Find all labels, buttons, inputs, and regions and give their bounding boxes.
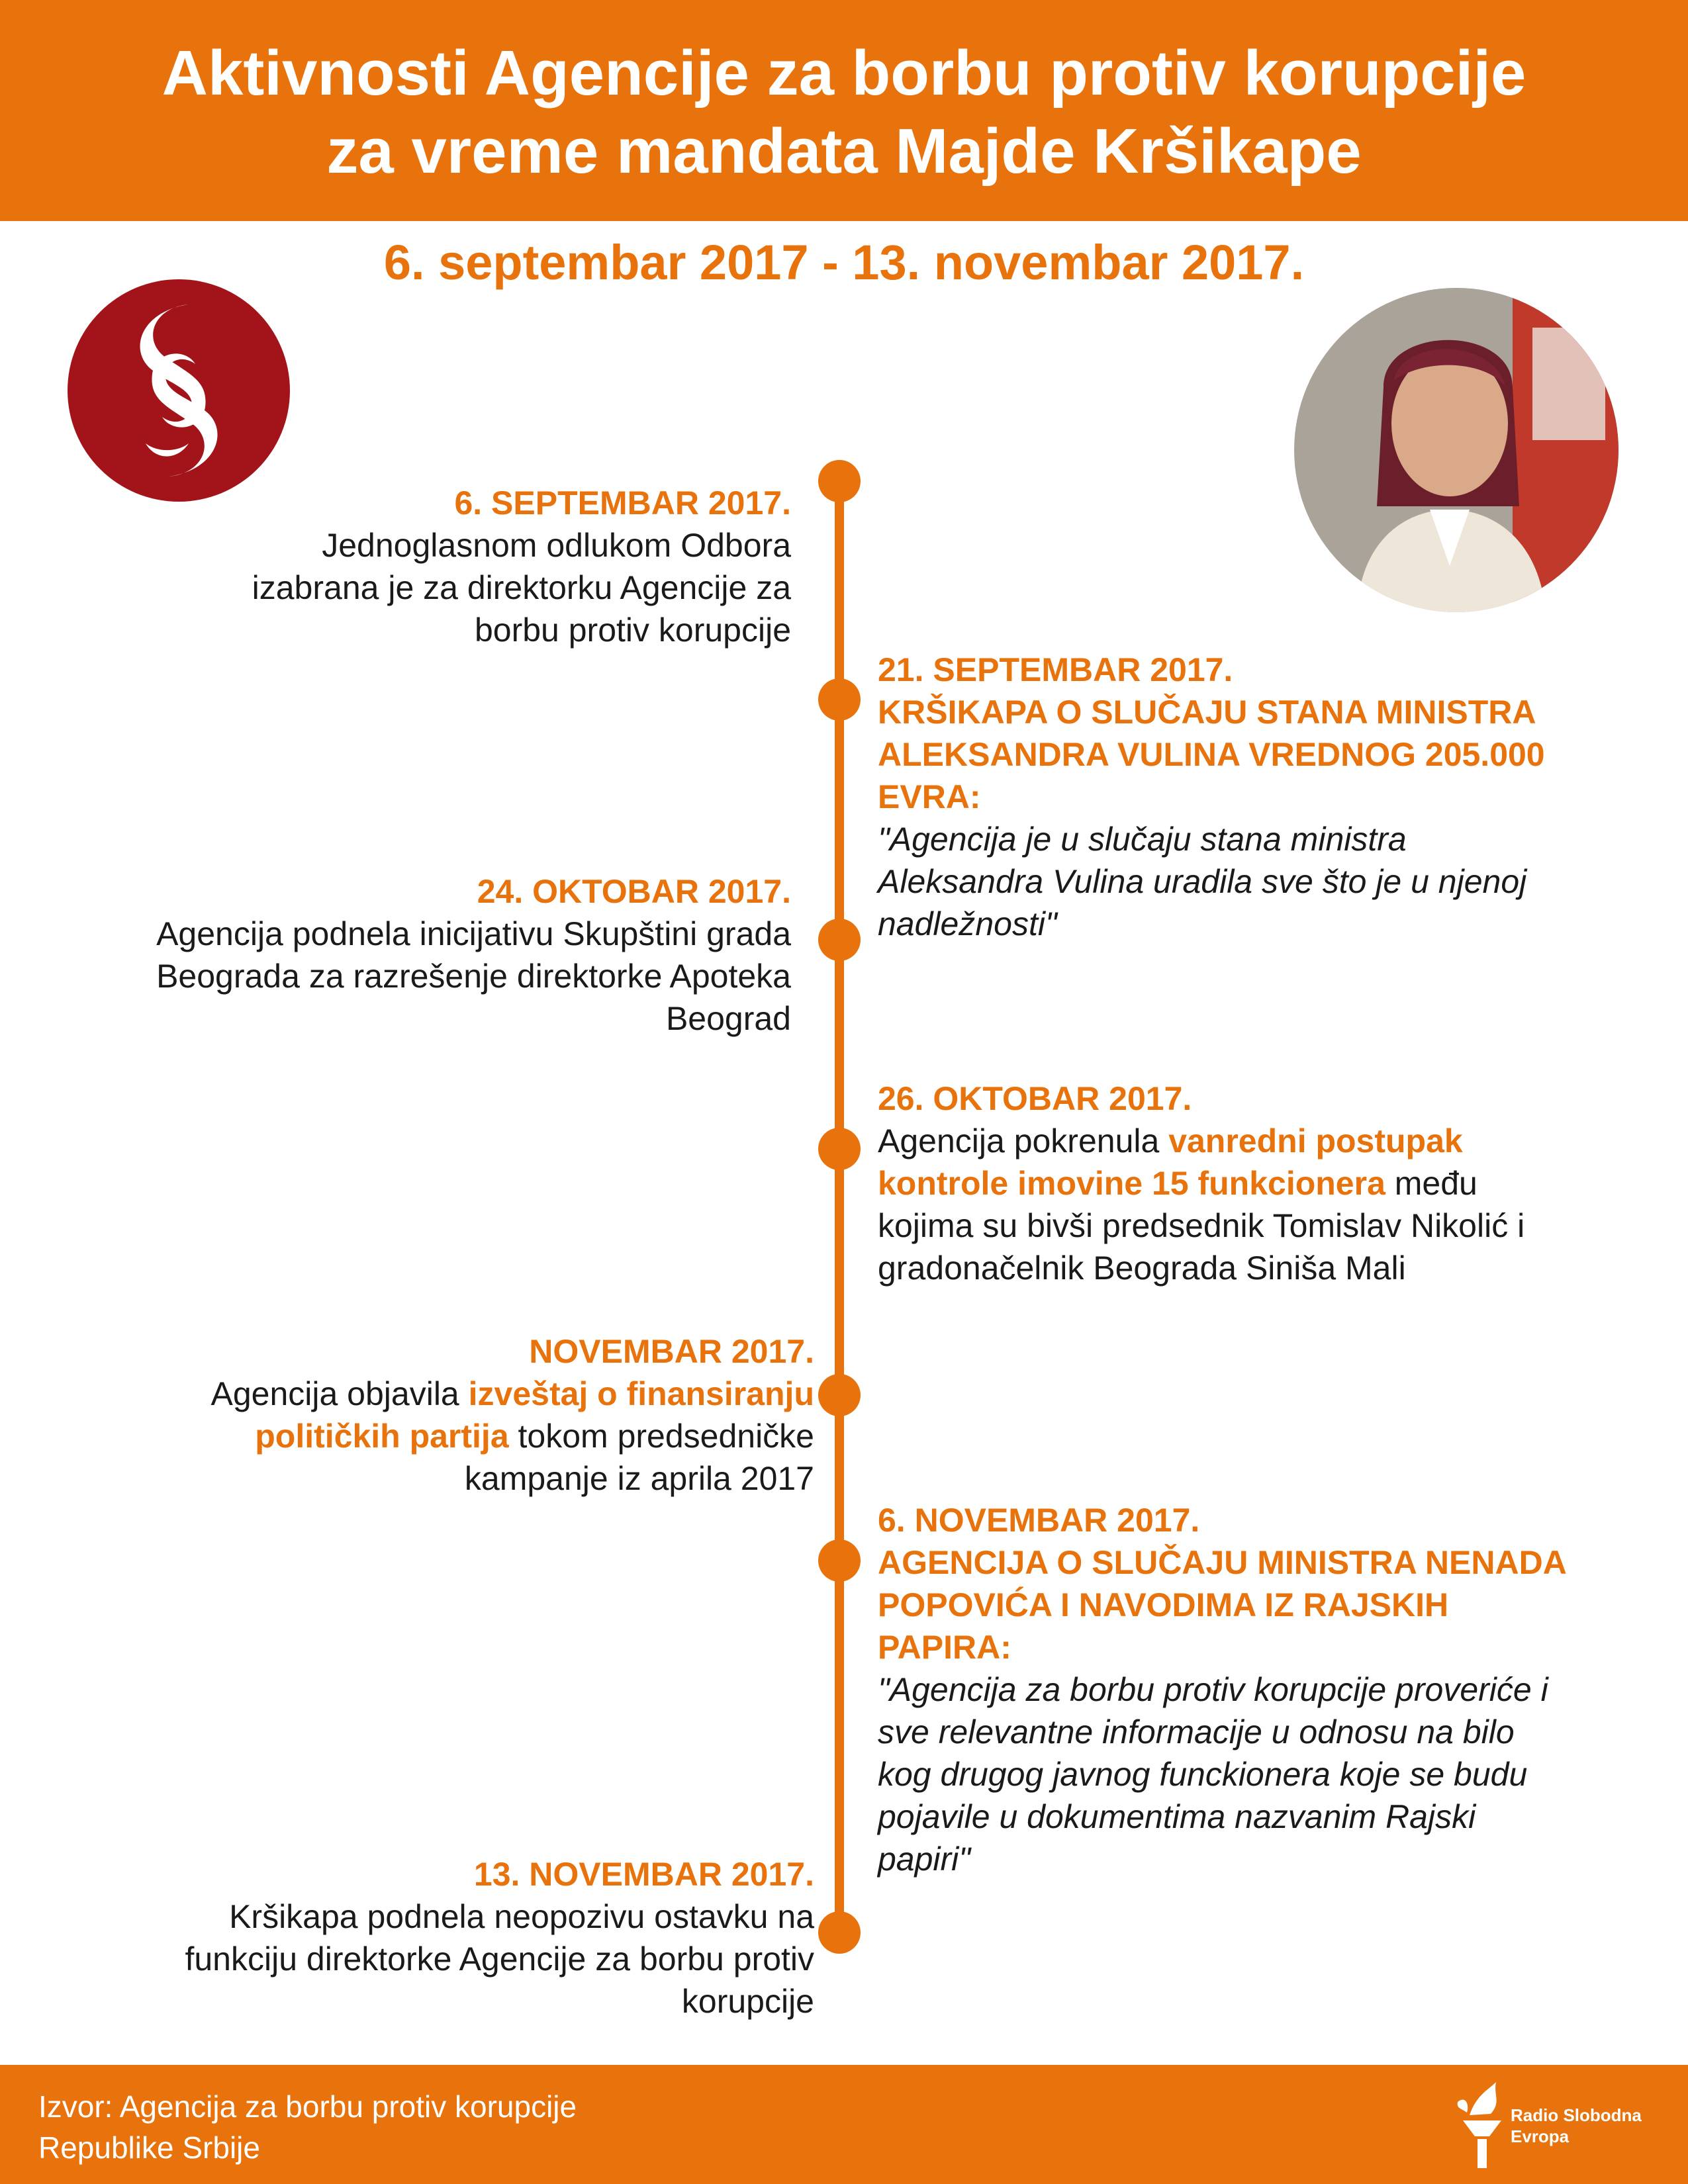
page-title-line2: za vreme mandata Majde Kršikape bbox=[326, 116, 1362, 187]
event-date: 21. SEPTEMBAR 2017. bbox=[878, 651, 1233, 688]
event-quote-line: "Agencija za borbu protiv korupcije proveriće i bbox=[878, 1671, 1548, 1708]
footer-banner bbox=[0, 2065, 1688, 2184]
timeline-event bbox=[878, 1077, 1524, 1289]
timeline-dot bbox=[818, 1128, 861, 1170]
event-heading-line: POPOVIĆA I NAVODIMA IZ RAJSKIH bbox=[878, 1586, 1449, 1623]
timeline-dot bbox=[818, 919, 861, 961]
event-text-line: borbu protiv korupcije bbox=[474, 612, 791, 649]
timeline-event bbox=[252, 482, 791, 651]
event-heading-line: ALEKSANDRA VULINA VREDNOG 205.000 bbox=[878, 736, 1545, 773]
event-text-highlight: političkih partija bbox=[255, 1418, 509, 1455]
event-text-line: Beograda za razrešenje direktorke Apoteka bbox=[156, 958, 791, 995]
event-date: 26. OKTOBAR 2017. bbox=[878, 1080, 1192, 1117]
header-banner bbox=[0, 0, 1688, 221]
event-quote-line: papiri" bbox=[878, 1841, 971, 1878]
source-line: Izvor: Agencija za borbu protiv korupcije bbox=[38, 2089, 577, 2124]
page-title-line1: Aktivnosti Agencije za borbu protiv korupcije bbox=[162, 38, 1526, 109]
timeline-event bbox=[878, 1499, 1567, 1880]
event-text-line: Agencija podnela inicijativu Skupštini grada bbox=[156, 915, 791, 952]
event-heading-line: AGENCIJA O SLUČAJU MINISTRA NENADA bbox=[878, 1544, 1567, 1581]
portrait-photo bbox=[1294, 288, 1618, 612]
event-text-plain: tokom predsedničke bbox=[508, 1418, 814, 1455]
event-heading-line: EVRA: bbox=[878, 778, 981, 815]
event-date: 13. NOVEMBAR 2017. bbox=[473, 1856, 814, 1893]
brand-name bbox=[1511, 2105, 1642, 2147]
event-date: 24. OKTOBAR 2017. bbox=[477, 873, 791, 910]
timeline-dot bbox=[818, 1911, 861, 1954]
event-quote-line: nadležnosti" bbox=[878, 905, 1057, 942]
timeline-event bbox=[878, 649, 1545, 945]
source-line: Republike Srbije bbox=[38, 2130, 260, 2165]
event-text-highlight: vanredni postupak bbox=[1168, 1122, 1463, 1160]
paragraph-seal-icon bbox=[66, 278, 291, 503]
brand-line: Evropa bbox=[1511, 2126, 1570, 2146]
event-date: NOVEMBAR 2017. bbox=[529, 1333, 814, 1370]
event-text-line bbox=[878, 1120, 1524, 1162]
event-text-line: Kršikapa podnela neopozivu ostavku na bbox=[229, 1898, 814, 1935]
event-quote-line: sve relevantne informacije u odnosu na bilo bbox=[878, 1713, 1515, 1751]
timeline-dot bbox=[818, 678, 861, 721]
event-date: 6. SEPTEMBAR 2017. bbox=[454, 484, 791, 522]
event-text-highlight: izveštaj o finansiranju bbox=[468, 1375, 814, 1412]
event-heading-line: PAPIRA: bbox=[878, 1629, 1011, 1666]
timeline-event bbox=[156, 870, 791, 1040]
date-range: 6. septembar 2017 - 13. novembar 2017. bbox=[383, 235, 1305, 290]
event-text-plain: među bbox=[1385, 1165, 1477, 1202]
timeline-dot bbox=[818, 460, 861, 502]
event-text-line: gradonačelnik Beograda Siniša Mali bbox=[878, 1250, 1406, 1287]
timeline-dot bbox=[818, 1539, 861, 1582]
event-text-line bbox=[878, 1162, 1524, 1205]
event-text-line: korupcije bbox=[681, 1983, 814, 2020]
event-heading-line: KRŠIKAPA O SLUČAJU STANA MINISTRA bbox=[878, 694, 1536, 731]
event-quote-line: "Agencija je u slučaju stana ministra bbox=[878, 821, 1407, 858]
event-quote-line: pojavile u dokumentima nazvanim Rajski bbox=[878, 1798, 1476, 1835]
event-text-line: kojima su bivši predsednik Tomislav Nikolić i bbox=[878, 1207, 1525, 1244]
event-text-line: Beograd bbox=[665, 1000, 791, 1037]
event-text-plain: Agencija pokrenula bbox=[878, 1122, 1169, 1160]
event-quote-line: kog drugog javnog funckionera koje se budu bbox=[878, 1756, 1528, 1793]
timeline-event bbox=[185, 1853, 814, 2023]
event-text-line: kampanje iz aprila 2017 bbox=[464, 1460, 814, 1497]
event-text-line: izabrana je za direktorku Agencije za bbox=[252, 569, 791, 606]
event-text-highlight: kontrole imovine 15 funkcionera bbox=[878, 1165, 1385, 1202]
timeline-dot bbox=[818, 1374, 861, 1416]
event-quote-line: Aleksandra Vulina uradila sve što je u njenoj bbox=[878, 863, 1527, 900]
event-text-plain: Agencija objavila bbox=[211, 1375, 469, 1412]
event-text-line: funkciju direktorke Agencije za borbu protiv bbox=[185, 1940, 814, 1978]
event-date: 6. NOVEMBAR 2017. bbox=[878, 1502, 1200, 1539]
event-text-line bbox=[211, 1373, 814, 1415]
event-text-line: Jednoglasnom odlukom Odbora bbox=[322, 527, 791, 564]
brand-line: Radio Slobodna bbox=[1511, 2105, 1642, 2125]
source-note bbox=[38, 2086, 577, 2168]
event-text-line bbox=[211, 1415, 814, 1457]
timeline-event bbox=[211, 1330, 814, 1500]
